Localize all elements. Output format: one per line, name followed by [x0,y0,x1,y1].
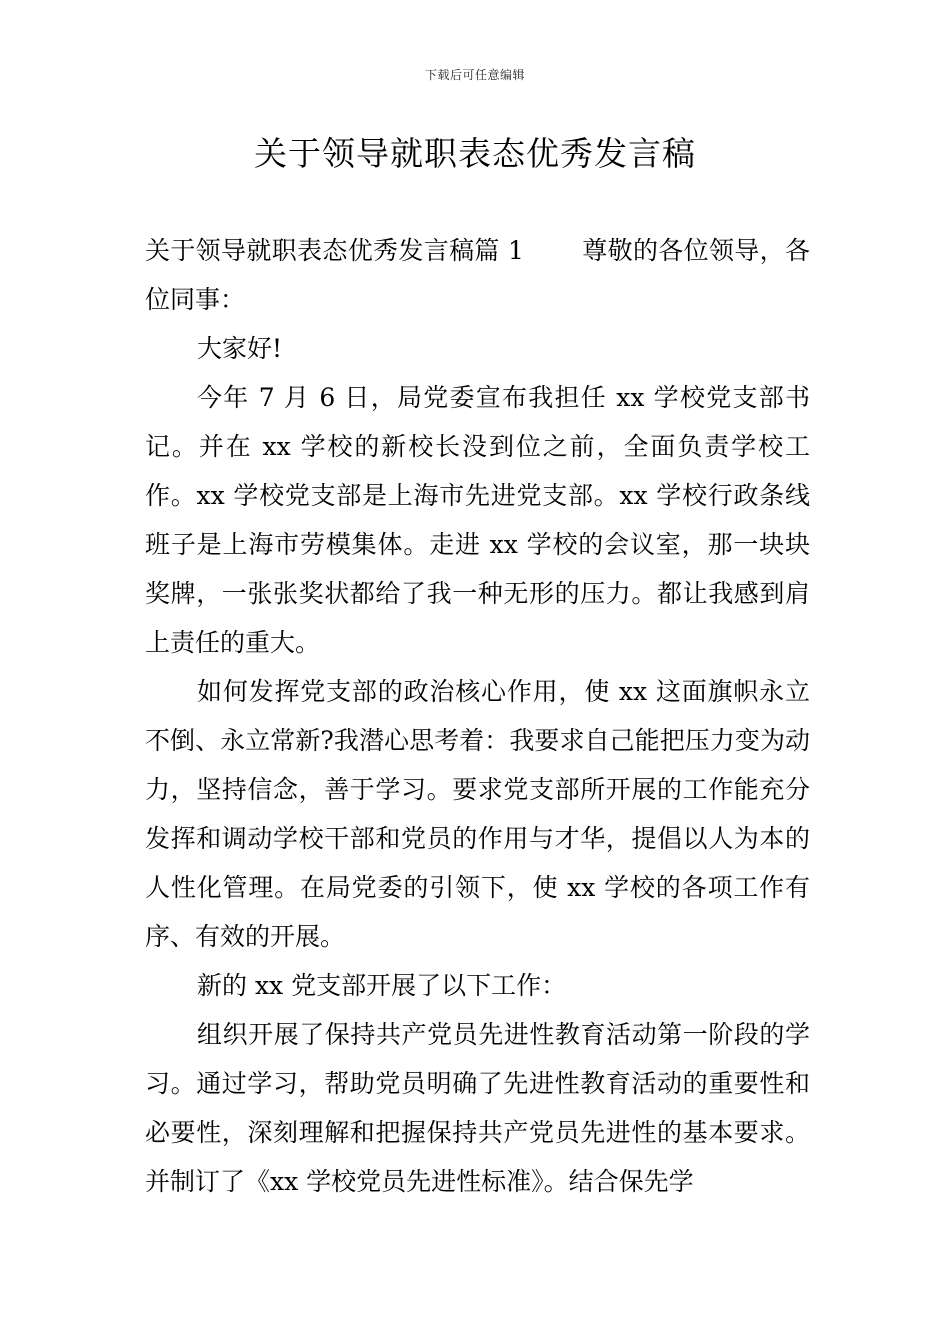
paragraph-appointment: 今年 7 月 6 日，局党委宣布我担任 xx 学校党支部书记。并在 xx 学校的新校长没到位之前，全面负责学校工作。xx 学校党支部是上海市先进党支部。xx 学校行政条线班子是上海市劳模集体。走进 xx 学校的会议室，那一块块奖牌，一张张奖状都给了我一种无形的压力。都让我感到肩上责任的重大。 [145,383,810,657]
paragraph-work-detail: 组织开展了保持共产党员先进性教育活动第一阶段的学习。通过学习，帮助党员明确了先进性教育活动的重要性和必要性，深刻理解和把握保持共产党员先进性的基本要求。并制订了《xx 学校党员先进性标准》。结合保先学 [145,1020,810,1196]
document-title: 关于领导就职表态优秀发言稿 [254,134,696,173]
paragraph-work-intro: 新的 xx 党支部开展了以下工作： [197,971,567,1000]
section-label: 关于领导就职表态优秀发言稿篇 1 [145,236,524,265]
document-body [145,226,810,1206]
header-note: 下载后可任意编辑 [424,68,525,82]
paragraph-greeting: 大家好! [197,334,283,363]
opening-paragraph [145,226,810,324]
paragraph-reflection: 如何发挥党支部的政治核心作用，使 xx 这面旗帜永立不倒、永立常新?我潜心思考着：我要求自己能把压力变为动力，坚持信念，善于学习。要求党支部所开展的工作能充分发挥和调动学校干部和党员的作用与才华，提倡以人为本的人性化管理。在局党委的引领下，使 xx 学校的各项工作有序、有效的开展。 [145,677,810,951]
salutation: 尊敬的各位领导，各位同事： [145,236,810,314]
